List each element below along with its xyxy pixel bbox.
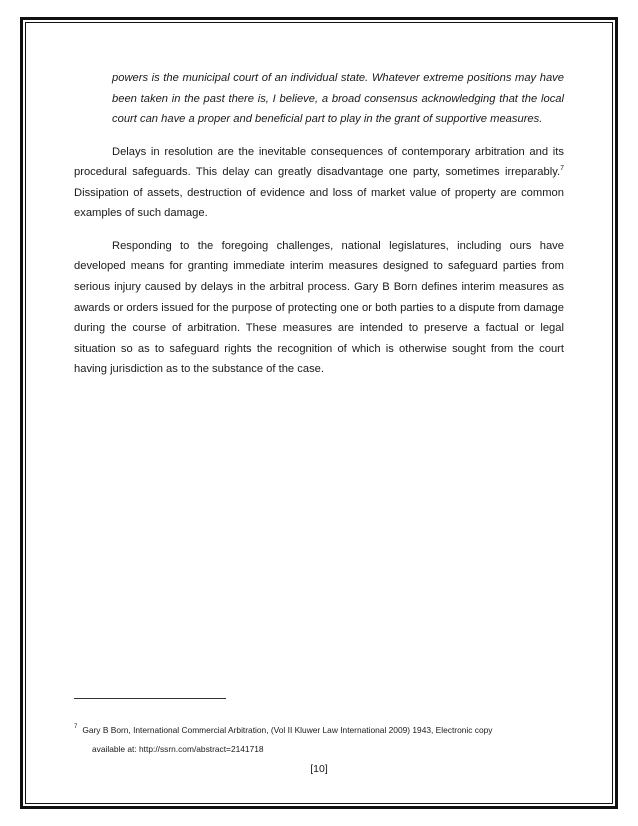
block-quote: powers is the municipal court of an individual state. Whatever extreme positions may have been taken in the past there is, I believe, a broad consensus acknowledging that the local court can have a proper and beneficial part to play in the grant of supportive measures.: [112, 72, 564, 125]
paragraph-legislatures: Responding to the foregoing challenges, national legislatures, including ours have developed means for granting immediate interim measures designed to safeguard parties from serious injury caused by delays in the arbitral process. Gary B Born defines interim measures as awards or orders issued for the purpose of protecting one or both parties to a dispute from damage during the course of arbitration. These measures are intended to preserve a factual or legal situation so as to safeguard rights the recognition of which is otherwise sought from the court having jurisdiction as to the substance of the case.: [74, 239, 564, 376]
footnote-separator: [74, 698, 226, 699]
paragraph-delays-text: Delays in resolution are the inevitable consequences of contemporary arbitration and its procedural safeguards. This delay can greatly disadvantage one party, sometimes irreparably.: [74, 145, 564, 179]
footnote-text-cont: available at: http://ssrn.com/abstract=2141718: [92, 744, 264, 754]
footnote-reference[interactable]: 7: [560, 165, 564, 173]
footnote-text: Gary B Born, International Commercial Arbitration, (Vol II Kluwer Law International 2009) 1943, Electronic copy: [82, 725, 493, 735]
footnote-number: 7: [74, 724, 78, 730]
footnote: [74, 718, 564, 759]
paragraph-delays: [74, 142, 564, 224]
paragraph-delays-text-cont: Dissipation of assets, destruction of evidence and loss of market value of property are common examples of such damage.: [74, 186, 564, 220]
page-number: [10]: [310, 763, 328, 775]
page-body: [74, 68, 564, 380]
